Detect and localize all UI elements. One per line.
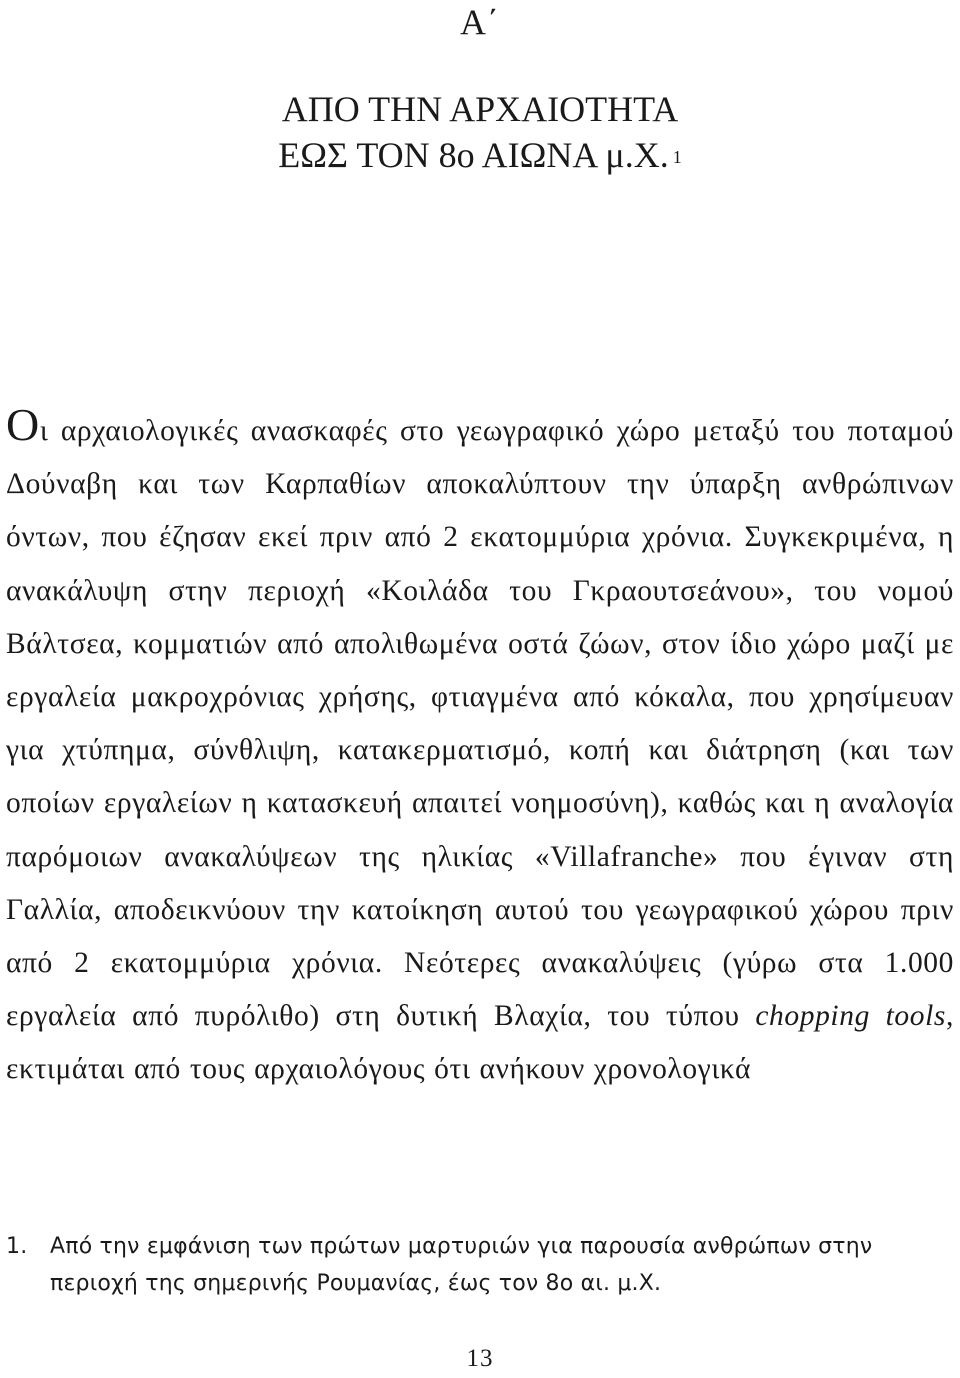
italic-term: chopping tools	[755, 1000, 947, 1033]
chapter-number: Α΄	[460, 2, 500, 42]
drop-letter: Ο	[6, 399, 40, 450]
chapter-title-line-2-text: ΕΩΣ ΤΟΝ 8ο ΑΙΩΝΑ μ.Χ.	[278, 135, 669, 175]
footnote-row	[6, 1228, 954, 1302]
chapter-title	[0, 86, 960, 178]
footnote	[6, 1228, 954, 1302]
footnote-number: 1.	[6, 1234, 28, 1259]
footnote-text: Από την εμφάνιση των πρώτων μαρτυριών για παρουσία ανθρώπων στην περιοχή της σημερινής Ρουμανίας, έως τον 8ο αι. μ.Χ.	[50, 1234, 873, 1296]
footnote-marker: 1	[672, 147, 682, 167]
chapter-title-line-1: ΑΠΟ ΤΗΝ ΑΡΧΑΙΟΤΗΤΑ	[281, 89, 679, 129]
chapter-title-line-2	[0, 132, 960, 178]
page-number: 13	[466, 1345, 494, 1372]
body-text-part-1: ι αρχαιολογικές ανασκαφές στο γεωγραφικό χώρο μεταξύ του ποταμού Δούναβη και των Καρπαθίων αποκαλύπτουν την ύπαρξη ανθρώπινων όντων, που έζησαν εκεί πριν από 2 εκατομμύρια χρόνια. Συγκεκριμένα, η ανακάλυψη στην περιοχή «Κοιλάδα του Γκραουτσεάνου», του νομού Βάλτσεα, κομματιών από απολιθωμένα οστά ζώων, στον ίδιο χώρο μαζί με εργαλεία μακροχρόνιας χρήσης, φτιαγμένα από κόκαλα, που χρησίμευαν για χτύπημα, σύνθλιψη, κατακερματισμό, κοπή και διάτρηση (και των οποίων εργαλείων η κατασκευή απαιτεί νοημοσύνη), καθώς και η αναλογία παρόμοιων ανακαλύψεων της ηλικίας «Villafranche» που έγιναν στη Γαλλία, αποδεικνύουν την κατοίκηση αυτού του γεωγραφικού χώρου πριν από 2 εκατομμύρια χρόνια. Νεότερες ανακαλύψεις (γύρω στα 1.000 εργαλεία από πυρόλιθο) στη δυτική Βλαχία, του τύπου	[6, 415, 954, 1033]
body-paragraph	[6, 399, 954, 1097]
body-text-part-2: , εκτιμάται από τους αρχαιολόγους ότι ανήκουν χρονολογικά	[6, 1000, 954, 1086]
